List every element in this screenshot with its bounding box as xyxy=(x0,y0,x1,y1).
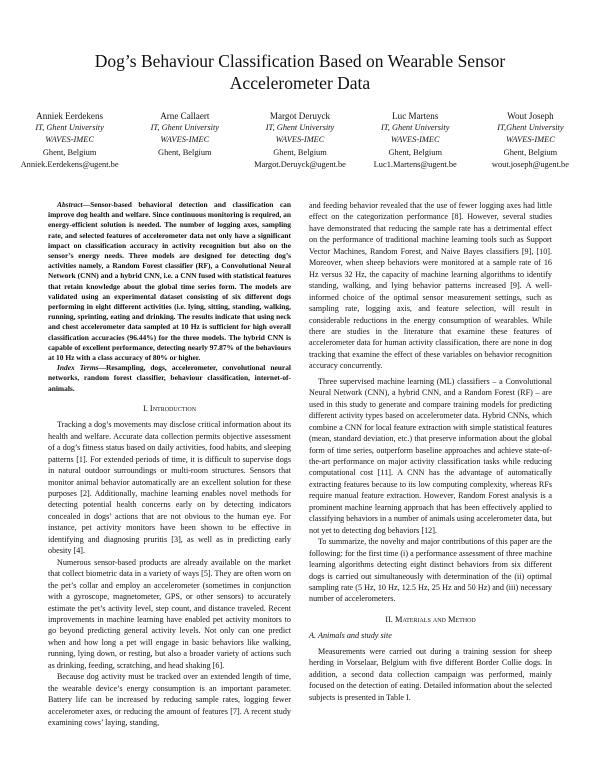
author-org: WAVES-IMEC xyxy=(506,135,555,145)
author-org: WAVES-IMEC xyxy=(160,135,210,145)
author-org: WAVES-IMEC xyxy=(390,135,440,145)
author-block xyxy=(12,110,588,171)
author-org: WAVES-IMEC xyxy=(45,135,94,145)
left-column xyxy=(48,200,291,729)
paragraph: Measurements were carried out during a training session for sheep herding in Vorselaar, Belgium with five different Border Collie dogs. In addition, a second data collection campaign was performed, mainly focused on the detection of eating. Detailed information about the selected subjects is presented in Table I. xyxy=(309,646,552,702)
paragraph: Because dog activity must be tracked over an extended length of time, the wearable device’s energy consumption is an important parameter. Battery life can be increased by reducing sample rates, logging fewer accelerometer axes, or reducing the amount of features [7]. A recent study examining cows’ laying, standing, xyxy=(48,672,291,728)
paragraph: Tracking a dog’s movements may disclose critical information about its health and welfare. Accurate data collection permits objective assessment of a dog’s fitness status based on daily activities, food habits, and sleeping patterns [1]. For extended periods of time, it is difficult to supervise dogs in natural outdoor surroundings or multi-room structures. Sensors that monitor animal behavior automatically are an excellent solution for these purposes [2]. Additionally, machine learning enables novel methods for detecting potential health concerns early on by detecting indicators concealed in dogs’ actions that are not obvious to the human eye. For instance, pet activity monitors have been shown to be effective in identifying and diagnosing pruritis [3], as well as in predicting early obesity [4]. xyxy=(48,420,291,556)
author-name: Wout Joseph xyxy=(507,111,554,121)
author-affiliation: IT, Ghent University xyxy=(380,123,450,133)
author-location: Ghent, Belgium xyxy=(388,147,442,157)
author-affiliation: IT, Ghent University xyxy=(265,123,335,133)
index-terms xyxy=(48,363,291,394)
subsection-heading-animals: A. Animals and study site xyxy=(309,631,392,641)
title-line-1: Dog’s Behaviour Classification Based on Wearable Sensor xyxy=(94,51,506,71)
paper-title xyxy=(40,50,560,94)
author-location: Ghent, Belgium xyxy=(273,147,327,157)
author-email: Margot.Deruyck@ugent.be xyxy=(254,159,346,169)
section-heading-methods: II. Materials and Method xyxy=(385,614,476,624)
section-heading-introduction: I. Introduction xyxy=(142,403,197,413)
author-email: Anniek.Eerdekens@ugent.be xyxy=(20,159,119,169)
abstract xyxy=(48,200,291,363)
author-org: WAVES-IMEC xyxy=(275,135,325,145)
author-location: Ghent, Belgium xyxy=(42,147,97,157)
paragraph: Numerous sensor-based products are already available on the market that collect biometric data in a variety of ways [5]. They are often worn on the pet’s collar and employ an accelerometer (sometimes in conjunction with a gyroscope, magnetometer, GPS, or other sensors) to accurately estimate the pet’s activity level, step count, and distance traveled. Recent improvements in machine learning have enabled pet activity monitors to go beyond predicting general activity levels. Not only can one predict when and how long a pet will engage in basic behaviors like walking, running, lying down, or resting, but also a broader variety of actions such as drinking, feeding, scratching, and head shaking [6]. xyxy=(48,557,291,670)
author-location: Ghent, Belgium xyxy=(503,147,558,157)
author-email: Luc1.Martens@ugent.be xyxy=(373,159,457,169)
author-affiliation: IT, Ghent University xyxy=(150,123,220,133)
author-3 xyxy=(242,110,357,171)
author-name: Margot Deruyck xyxy=(269,111,331,121)
author-affiliation: IT,Ghent University xyxy=(497,123,564,133)
index-terms-text: —Resampling, dogs, accelerometer, convolutional neural networks, random forest classifier, behaviour classification, internet-of-animals. xyxy=(48,363,291,393)
author-affiliation: IT, Ghent University xyxy=(35,123,104,133)
index-terms-lead: Index Terms xyxy=(57,363,99,373)
author-name: Arne Callaert xyxy=(160,111,210,121)
author-4 xyxy=(358,110,473,171)
author-name: Luc Martens xyxy=(392,111,439,121)
abstract-lead: Abstract xyxy=(57,200,83,209)
author-2 xyxy=(127,110,242,171)
author-location: Ghent, Belgium xyxy=(158,147,212,157)
right-column xyxy=(309,200,552,703)
paragraph: To summarize, the novelty and major contributions of this paper are the following: for the first time (i) a performance assessment of three machine learning algorithms detecting eight distinct behaviors from six different dogs is carried out simultaneously with determination of the (ii) optimal sampling rate (5 Hz, 10 Hz, 12.5 Hz, 25 Hz and 50 Hz) and (iii) necessary number of accelerometers. xyxy=(309,537,552,604)
author-email: wout.joseph@ugent.be xyxy=(491,159,569,169)
paragraph: and feeding behavior revealed that the use of fewer logging axes had little effect on the categorization performance [8]. However, several studies have demonstrated that reducing the sample rate has a detrimental effect on the performance of traditional machine learning tools such as Support Vector Machines, Random Forest, and Naive Bayes classifiers [9], [10]. Moreover, when sheep behaviors were monitored at a sample rate of 16 Hz versus 32 Hz, the capacity of machine learning algorithms to identify standing, walking, and lying behavior patterns increased [9]. A well-informed choice of the optimal sensor measurement settings, such as sampling rate, logging axis, and feature selection, will result in considerable reductions in the energy consumption of wearables. While there are studies in the literature that examine these features of accelerometer data for human activity classification, there are none in dog tracking that examine the effect of these variables on behavior recognition accuracy concurrently. xyxy=(309,201,552,371)
author-5 xyxy=(473,110,588,171)
author-name: Anniek Eerdekens xyxy=(36,111,104,121)
title-line-2: Accelerometer Data xyxy=(229,73,371,93)
author-1 xyxy=(12,110,127,171)
abstract-text: —Sensor-based behavioral detection and classification can improve dog health and welfare. Since continuous monitoring is required, an energy-efficient solution is needed. The number of logging axes, sampling rate, and selected features of accelerometer data not only have a significant impact on classification accuracy in activity recognition but also on the sensor’s energy needs. Three models are designed for detecting dog’s activities namely, a Random Forest classifier (RF), a Convolutional Neural Network (CNN) and a hybrid CNN, i.e. a CNN fused with statistical features that retain knowledge about the global time series form. The models are validated using an experimental dataset consisting of six different dogs performing in eight different activities (i.e. lying, sitting, standing, walking, running, sprinting, eating and drinking. The results indicate that using neck and chest accelerometer data sampled at 10 Hz is sufficient for high overall classification accuracies (96.44%) for the three models. The hybrid CNN is capable of excellent performance, detecting nearly 97.87% of the behaviours at 10 Hz with a class accuracy of 80% or higher. xyxy=(48,200,291,363)
paragraph: Three supervised machine learning (ML) classifiers – a Convolutional Neural Network (CNN), a hybrid CNN, and a Random Forest (RF) – are used in this study to generate and compare training models for predicting different activity types based on accelerometer data. Hybrid CNNs, which combine a CNN for local feature extraction with simple statistical features (mean, standard deviation, etc.) that preserve information about the global form of time series, outperform baseline approaches and achieve state-of-the-art performance on major activity classification tasks while reducing computational cost [11]. A CNN has the advantage of automatically extracting features because to its low computing complexity, whereas RFs require manual feature extraction. However, Random Forest analysis is a prominent machine learning approach that has been effectively applied to classifying behaviors in a number of animals using accelerometer data, but not yet to detecting dog behaviors [12]. xyxy=(309,376,552,535)
